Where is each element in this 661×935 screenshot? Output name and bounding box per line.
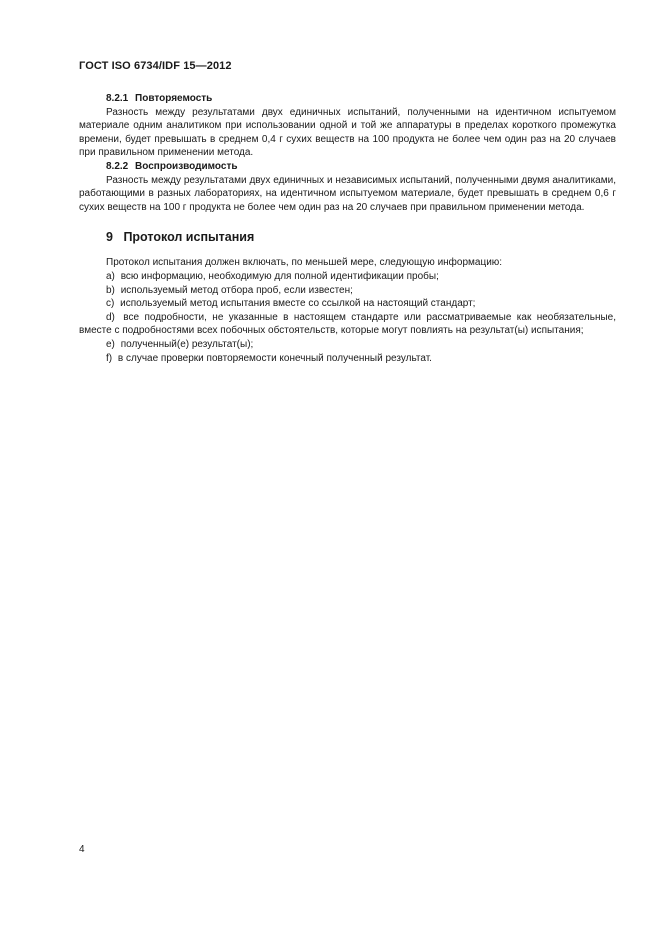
document-header: ГОСТ ISO 6734/IDF 15—2012 (79, 60, 232, 72)
list-item-text: всю информацию, необходимую для полной идентификации пробы; (120, 270, 439, 282)
list-marker: e) (106, 338, 115, 350)
test-report-intro: Протокол испытания должен включать, по меньшей мере, следующую информацию: (106, 257, 503, 269)
page-number: 4 (79, 844, 85, 855)
list-item-d (79, 311, 616, 338)
list-item-text: используемый метод испытания вместе со ссылкой на настоящий стандарт; (120, 298, 476, 310)
subsection-title: Воспроизводимость (135, 160, 238, 172)
document-body (79, 92, 616, 365)
section-number: 9 (106, 230, 113, 245)
section-heading-test-report (79, 229, 616, 245)
subsection-heading-reproducibility (79, 160, 616, 174)
list-item-e (79, 338, 616, 352)
list-marker: a) (106, 270, 115, 282)
list-item-text: все подробности, не указанные в настоящем стандарте или рассматриваемые как необязательные, вместе с подробностями всех побочных обстоятельств, которые могут повлиять на результат(ы) испытания; (79, 311, 616, 337)
list-item-f (79, 352, 616, 366)
subsection-number: 8.2.2 (106, 160, 129, 172)
subsection-number: 8.2.1 (106, 93, 129, 104)
list-item-text: используемый метод отбора проб, если известен; (120, 284, 353, 296)
repeatability-paragraph: Разность между результатами двух единичных испытаний, полученными на идентичном испытуемом материале одним аналитиком при использовании одной и той же аппаратуры в пределах короткого промежутка времени, будет превышать в среднем 0,4 г сухих веществ на 100 продукта не более чем один раз на 20 случаев при правильном применении метода. (79, 106, 616, 159)
list-marker: c) (106, 298, 115, 310)
list-marker: f) (106, 352, 113, 364)
subsection-heading-repeatability (79, 92, 616, 106)
list-item-a (79, 270, 616, 284)
list-item-text: в случае проверки повторяемости конечный полученный результат. (117, 352, 432, 364)
subsection-title: Повторяемость (135, 93, 213, 104)
list-item-b (79, 284, 616, 298)
list-marker: d) (106, 311, 115, 323)
list-marker: b) (106, 284, 115, 296)
list-item-c (79, 297, 616, 311)
list-item-text: полученный(е) результат(ы); (120, 338, 254, 350)
section-title: Протокол испытания (123, 230, 255, 245)
reproducibility-paragraph: Разность между результатами двух единичных и независимых испытаний, полученными двумя аналитиками, работающими в разных лабораториях, на идентичном испытуемом материале, будет превышать в среднем 0,6 г сухих веществ на 100 г продукта не более чем один раз на 20 случаев при правильном применении метода. (79, 174, 616, 213)
